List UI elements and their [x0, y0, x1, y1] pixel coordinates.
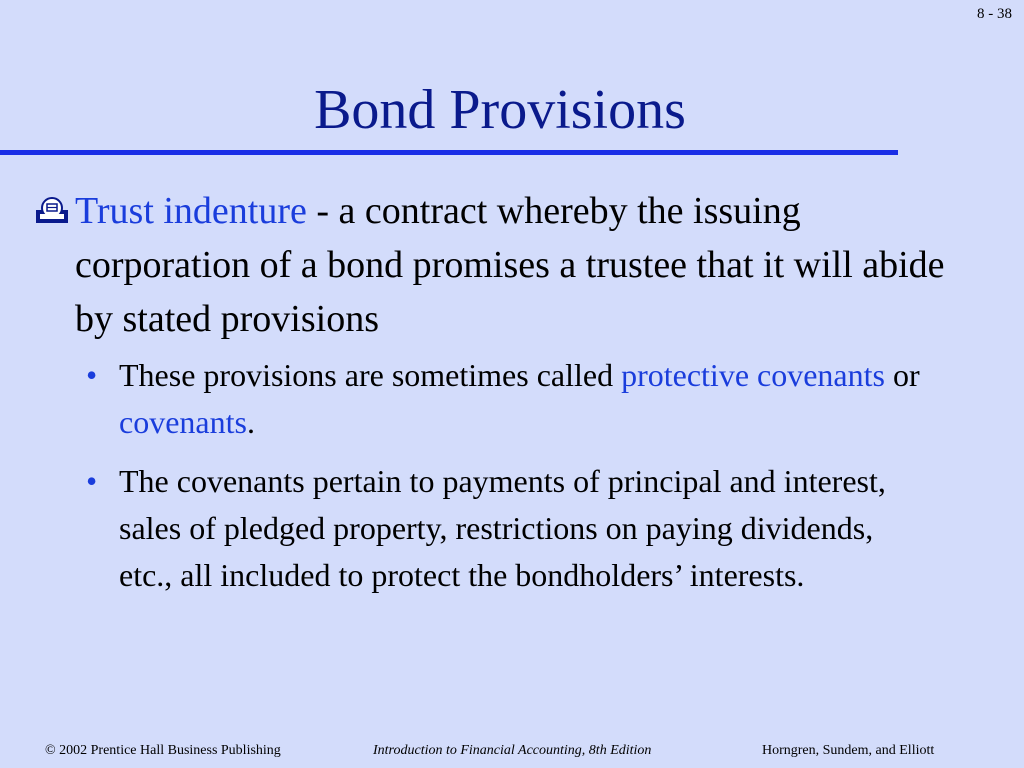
term-trust-indenture: Trust indenture [75, 190, 307, 232]
sub-bullet-text: These provisions are sometimes called [119, 357, 622, 393]
main-bullet [34, 184, 954, 346]
sub-bullet-text: or [884, 357, 920, 393]
bullet-dot-icon: • [86, 357, 98, 393]
title-divider [0, 150, 898, 155]
trust-indenture-definition: - a contract whereby the issuing corporation of a bond promises a trustee that it will abide by stated provisions [75, 190, 945, 340]
footer-book-title: Introduction to Financial Accounting, 8th Edition [373, 743, 652, 758]
bullet-dot-icon: • [86, 463, 98, 499]
sub-bullet-text: The covenants pertain to payments of principal and interest, sales of pledged property, restrictions on paying dividends, etc., all included to protect the bondholders’ interests. [119, 463, 886, 593]
bond-certificate-icon [34, 196, 70, 224]
main-bullet-text [75, 184, 954, 346]
sub-bullet-provisions [86, 352, 926, 446]
slide-title: Bond Provisions [314, 79, 686, 141]
footer-authors: Horngren, Sundem, and Elliott [762, 743, 935, 758]
footer [0, 740, 1024, 768]
slide-number: 8 - 38 [977, 6, 1012, 22]
term-covenants: covenants [119, 404, 247, 440]
term-protective-covenants: protective covenants [621, 357, 885, 393]
footer-copyright: © 2002 Prentice Hall Business Publishing [45, 743, 281, 758]
sub-bullet-text: . [246, 404, 255, 440]
sub-bullet-list [86, 352, 926, 611]
sub-bullet-covenants [86, 458, 926, 599]
